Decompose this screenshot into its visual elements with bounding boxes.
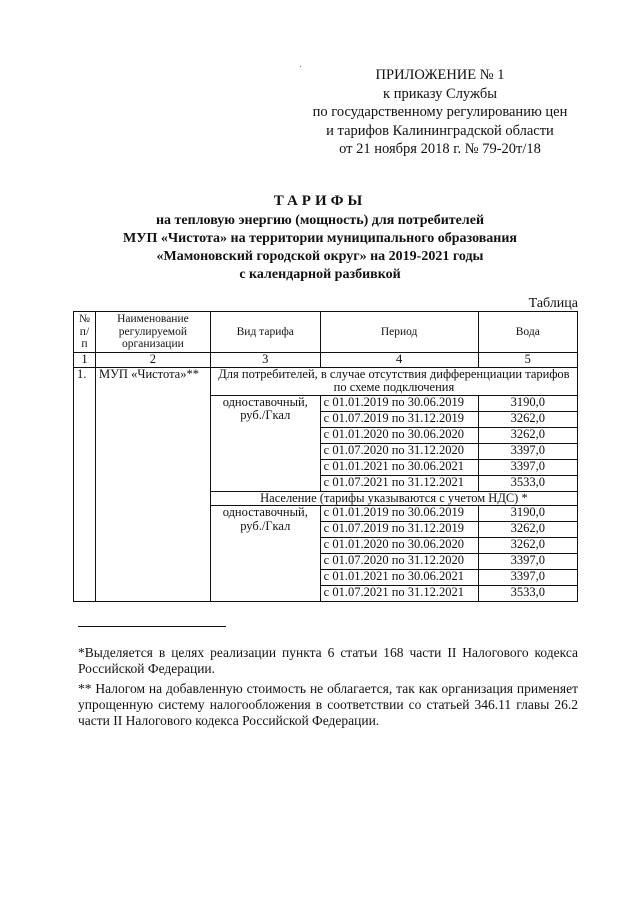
header-cell-tariff-type: Вид тарифа [210,312,320,353]
period-cell: с 01.01.2020 по 30.06.2020 [320,538,478,554]
appendix-line: от 21 ноября 2018 г. № 79-20т/18 [339,141,541,157]
column-number: 5 [478,353,577,368]
value-cell: 3533,0 [478,586,577,602]
value-cell: 3262,0 [478,427,577,443]
organization-cell: МУП «Чистота»** [95,367,210,602]
scan-speck: · [299,62,303,73]
column-number: 4 [320,353,478,368]
value-cell: 3533,0 [478,475,577,491]
tariff-type-cell: одноставочный, руб./Гкал [210,395,320,491]
column-number: 2 [95,353,210,368]
footnote: *Выделяется в целях реализации пункта 6 статьи 168 части II Налогового кодекса Российской Федерации. [78,645,578,676]
column-number: 3 [210,353,320,368]
period-cell: с 01.07.2019 по 31.12.2019 [320,522,478,538]
value-cell: 3397,0 [478,570,577,586]
appendix-title: ПРИЛОЖЕНИЕ № 1 [375,67,505,83]
header-cell-water: Вода [478,312,577,353]
header-cell-organization: Наименование регулируемой организации [95,312,210,353]
header-cell-number: № п/ п [74,312,96,353]
value-cell: 3397,0 [478,554,577,570]
document-subtitle-line: с календарной разбивкой [239,267,401,282]
row-number-cell: 1. [74,367,96,602]
table-header-row [74,312,578,353]
period-cell: с 01.01.2021 по 30.06.2021 [320,459,478,475]
period-cell: с 01.01.2020 по 30.06.2020 [320,427,478,443]
document-title-block [60,190,580,284]
document-subtitle-line: на тепловую энергию (мощность) для потребителей [155,213,485,228]
period-cell: с 01.07.2020 по 31.12.2020 [320,554,478,570]
footnote-divider [78,626,226,627]
footnote: ** Налогом на добавленную стоимость не облагается, так как организация применяет упрощенную систему налогообложения в соответствии со статьей 346.11 главы 26.2 части II Налогового кодекса Российской Федерации. [78,681,578,728]
header-cell-period: Период [320,312,478,353]
period-cell: с 01.07.2021 по 31.12.2021 [320,586,478,602]
appendix-line: к приказу Службы [383,85,497,102]
section-title-cell: Для потребителей, в случае отсутствия дифференциации тарифов по схеме подключения [210,367,577,395]
value-cell: 3262,0 [478,522,577,538]
period-cell: с 01.07.2020 по 31.12.2020 [320,443,478,459]
document-subtitle-line: «Мамоновский городской округ» на 2019-2021 годы [156,249,484,264]
column-number: 1 [74,353,96,368]
value-cell: 3397,0 [478,459,577,475]
section-title-cell: Население (тарифы указываются с учетом НДС) * [210,491,577,506]
period-cell: с 01.07.2019 по 31.12.2019 [320,411,478,427]
tariffs-table [73,311,578,602]
appendix-line: по государственному регулированию цен [312,104,568,120]
document-subtitle-line: МУП «Чистота» на территории муниципального образования [123,231,517,246]
period-cell: с 01.01.2019 по 30.06.2019 [320,506,478,522]
table-column-numbers-row [74,353,578,368]
value-cell: 3190,0 [478,506,577,522]
period-cell: с 01.07.2021 по 31.12.2021 [320,475,478,491]
period-cell: с 01.01.2021 по 30.06.2021 [320,570,478,586]
document-title: ТАРИФЫ [273,193,367,209]
footnotes [78,645,578,733]
appendix-header [300,66,580,159]
value-cell: 3190,0 [478,395,577,411]
tariff-type-cell: одноставочный, руб./Гкал [210,506,320,602]
value-cell: 3397,0 [478,443,577,459]
value-cell: 3262,0 [478,411,577,427]
period-cell: с 01.01.2019 по 30.06.2019 [320,395,478,411]
value-cell: 3262,0 [478,538,577,554]
table-section-row [74,367,578,395]
appendix-line: и тарифов Калининградской области [326,122,554,139]
table-caption: Таблица [528,296,578,311]
